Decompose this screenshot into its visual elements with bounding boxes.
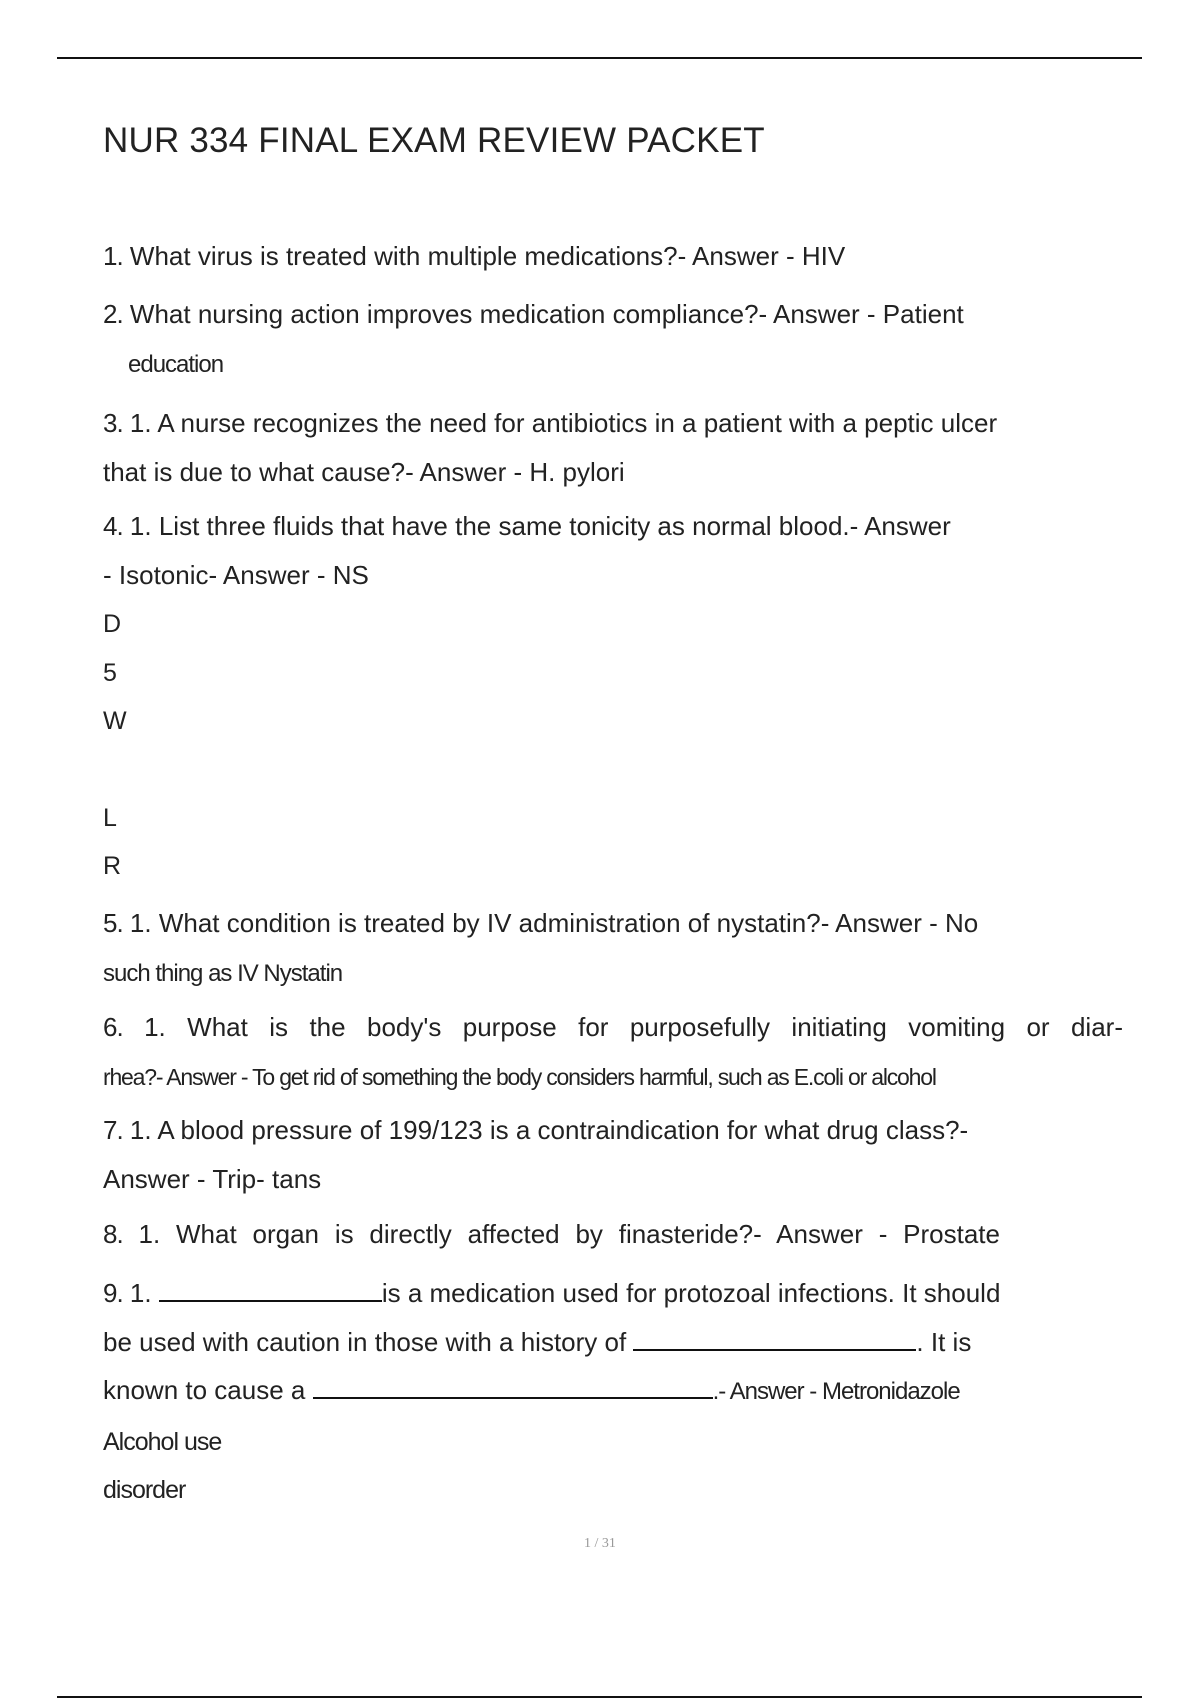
question-text: be used with caution in those with a history of	[103, 1326, 627, 1357]
question-number: 3.	[103, 408, 123, 438]
question-number: 6.	[103, 1012, 123, 1042]
question-6	[103, 1003, 1123, 1101]
top-rule	[57, 57, 1142, 59]
answer-fragment: L	[103, 804, 117, 832]
question-text: . It is	[916, 1326, 972, 1357]
question-text: is a medication used for protozoal infections. It should	[381, 1278, 1001, 1308]
bottom-rule	[57, 1696, 1142, 1698]
question-number: 8.	[103, 1219, 123, 1249]
question-text: known to cause a	[103, 1375, 306, 1405]
question-prefix: 1.	[129, 1278, 152, 1308]
question-4	[103, 502, 1123, 599]
question-continuation: education	[128, 350, 224, 378]
question-number: 4.	[103, 511, 123, 541]
question-text: 1. A nurse recognizes the need for antibiotics in a patient with a peptic ulcer	[129, 408, 998, 438]
question-number: 2.	[103, 299, 123, 329]
question-text: 1. What is the body's purpose for purposefully initiating vomiting or diar-	[144, 1012, 1123, 1042]
question-continuation: Answer - Trip- tans	[103, 1163, 322, 1194]
question-continuation: rhea?- Answer - To get rid of something the body considers harmful, such as E.coli or alcohol	[103, 1063, 936, 1090]
answer-fragment: D	[103, 610, 122, 638]
question-8	[103, 1210, 1000, 1259]
question-number: 5.	[103, 908, 123, 938]
answer-fragment: disorder	[103, 1476, 186, 1504]
question-1	[103, 232, 1123, 281]
question-text: 1. What condition is treated by IV administration of nystatin?- Answer - No	[129, 908, 979, 938]
fill-in-blank	[159, 1274, 382, 1302]
question-9	[103, 1269, 1123, 1417]
question-7	[103, 1106, 1123, 1203]
document-page	[103, 115, 1123, 167]
answer-fragment: W	[103, 707, 127, 735]
answer-fragment: 5	[103, 659, 117, 687]
question-number: 7.	[103, 1115, 123, 1145]
question-continuation: - Isotonic- Answer - NS	[103, 559, 369, 590]
question-number: 9.	[103, 1278, 123, 1308]
question-2	[103, 290, 1123, 389]
question-5	[103, 899, 1123, 998]
fill-in-blank	[313, 1371, 713, 1399]
question-text: 1. What organ is directly affected by finasteride?- Answer - Prostate	[138, 1219, 1000, 1249]
question-text: 1. A blood pressure of 199/123 is a contraindication for what drug class?-	[129, 1115, 969, 1145]
fill-in-blank	[633, 1323, 916, 1351]
question-text: What nursing action improves medication compliance?- Answer - Patient	[129, 299, 964, 329]
question-continuation: such thing as IV Nystatin	[103, 959, 343, 987]
question-number: 1.	[103, 241, 123, 271]
page-title: NUR 334 FINAL EXAM REVIEW PACKET	[103, 121, 765, 160]
page-number: 1 / 31	[584, 1536, 616, 1551]
question-text: What virus is treated with multiple medications?- Answer - HIV	[129, 241, 846, 271]
question-continuation: that is due to what cause?- Answer - H. pylori	[103, 456, 625, 487]
answer-fragment: Alcohol use	[103, 1428, 222, 1456]
answer-fragment: R	[103, 852, 122, 880]
answer-text: .- Answer - Metronidazole	[712, 1378, 960, 1405]
question-3	[103, 399, 1123, 496]
question-text: 1. List three fluids that have the same tonicity as normal blood.- Answer	[129, 511, 951, 541]
